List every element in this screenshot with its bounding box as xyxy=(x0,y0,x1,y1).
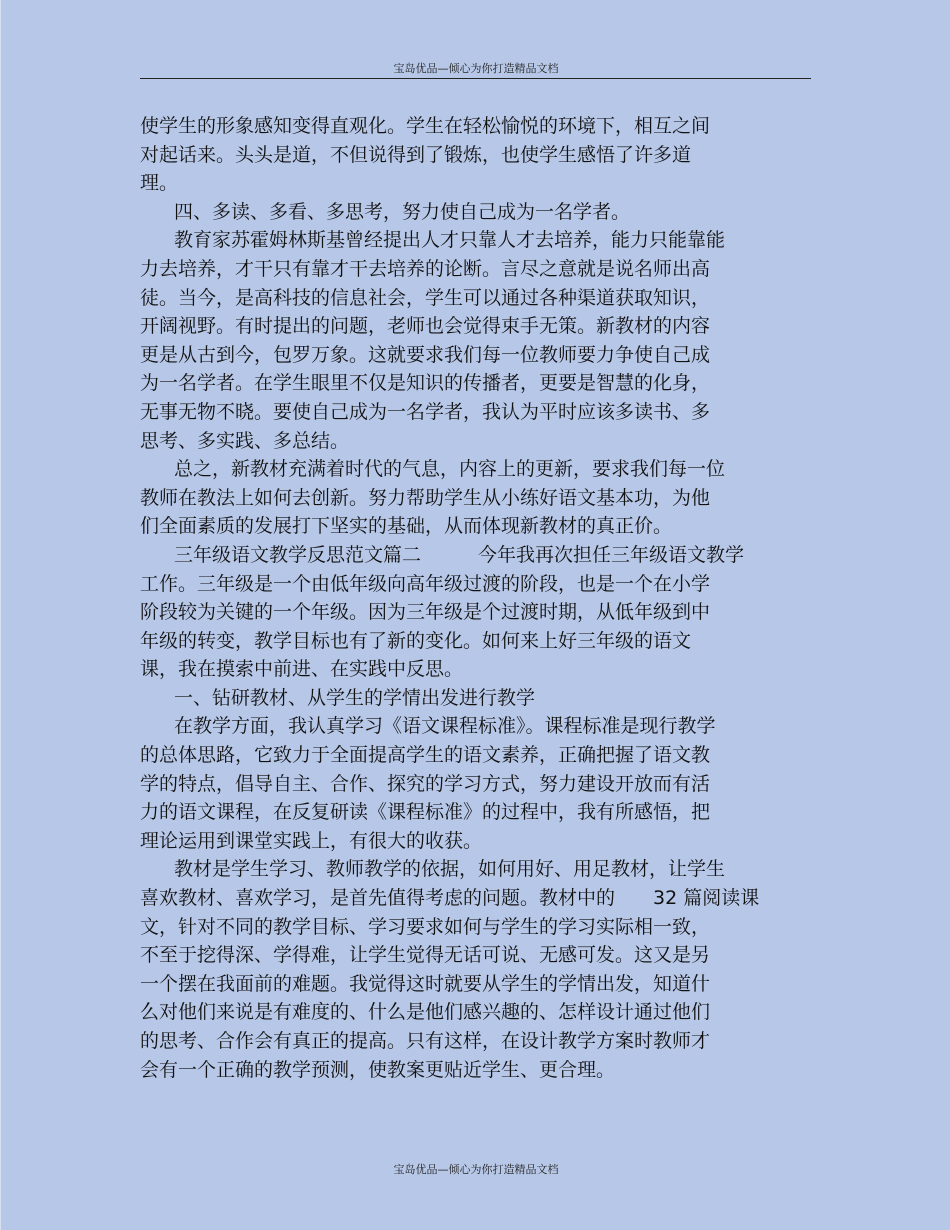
text-line: 四、多读、多看、多思考，努力使自己成为一名学者。 xyxy=(174,200,631,223)
text-line: 理。 xyxy=(140,172,179,195)
text-line: 喜欢教材、喜欢学习，是首先值得考虑的问题。教材中的 32 篇阅读课 xyxy=(140,887,760,910)
text-line: 徒。当今，是高科技的信息社会，学生可以通过各种渠道获取知识， xyxy=(140,286,711,309)
text-line: 力去培养，才干只有靠才干去培养的论断。言尽之意就是说名师出高 xyxy=(140,257,711,280)
text-line: 阶段较为关键的一个年级。因为三年级是个过渡时期，从低年级到中 xyxy=(140,601,711,624)
page-footer: 宝岛优品—倾心为你打造精品文档 xyxy=(393,1163,559,1176)
text-line: 教育家苏霍姆林斯基曾经提出人才只靠人才去培养，能力只能靠能 xyxy=(174,229,726,252)
text-line: 思考、多实践、多总结。 xyxy=(140,429,350,452)
text-line: 使学生的形象感知变得直观化。学生在轻松愉悦的环境下，相互之间 xyxy=(140,115,711,137)
text-line: 力的语文课程，在反复研读《课程标准》的过程中，我有所感悟，把 xyxy=(140,801,711,824)
text-line: 对起话来。头头是道，不但说得到了锻炼，也使学生感悟了许多道 xyxy=(140,143,692,166)
document-body xyxy=(140,112,820,1084)
page-header: 宝岛优品—倾心为你打造精品文档 xyxy=(393,62,559,75)
text-line: 学的特点，倡导自主、合作、探究的学习方式，努力建设开放而有活 xyxy=(140,772,711,795)
text-line: 不至于挖得深、学得难，让学生觉得无话可说、无感可发。这又是另 xyxy=(140,944,711,967)
text-line: 们全面素质的发展打下坚实的基础，从而体现新教材的真正价。 xyxy=(140,515,673,538)
text-line: 文，针对不同的教学目标、学习要求如何与学生的学习实际相一致， xyxy=(140,915,711,938)
text-line: 教师在教法上如何去创新。努力帮助学生从小练好语文基本功，为他 xyxy=(140,486,711,509)
text-line: 开阔视野。有时提出的问题，老师也会觉得束手无策。新教材的内容 xyxy=(140,315,711,338)
text-line: 无事无物不晓。要使自己成为一名学者，我认为平时应该多读书、多 xyxy=(140,400,711,423)
text-line: 会有一个正确的教学预测，使教案更贴近学生、更合理。 xyxy=(140,1058,616,1081)
text-line: 一个摆在我面前的难题。我觉得这时就要从学生的学情出发，知道什 xyxy=(140,972,711,995)
text-line: 为一名学者。在学生眼里不仅是知识的传播者，更要是智慧的化身， xyxy=(140,372,711,395)
text-line: 总之，新教材充满着时代的气息，内容上的更新，要求我们每一位 xyxy=(174,458,726,481)
text-line: 工作。三年级是一个由低年级向高年级过渡的阶段，也是一个在小学 xyxy=(140,572,711,595)
text-line: 理论运用到课堂实践上，有很大的收获。 xyxy=(140,829,483,852)
text-line: 的思考、合作会有真正的提高。只有这样，在设计教学方案时教师才 xyxy=(140,1030,711,1052)
text-line: 三年级语文教学反思范文篇二 今年我再次担任三年级语文教学 xyxy=(174,543,745,566)
text-line: 年级的转变，教学目标也有了新的变化。如何来上好三年级的语文 xyxy=(140,629,692,652)
text-line: 么对他们来说是有难度的、什么是他们感兴趣的、怎样设计通过他们 xyxy=(140,1001,711,1024)
text-line: 在教学方面，我认真学习《语文课程标准》。课程标准是现行教学 xyxy=(174,715,716,738)
text-line: 的总体思路，它致力于全面提高学生的语文素养，正确把握了语文教 xyxy=(140,744,711,767)
text-line: 课，我在摸索中前进、在实践中反思。 xyxy=(140,658,464,681)
text-line: 教材是学生学习、教师教学的依据，如何用好、用足教材，让学生 xyxy=(174,858,726,881)
text-line: 一、钻研教材、从学生的学情出发进行教学 xyxy=(174,686,536,709)
header-divider xyxy=(140,78,811,79)
text-line: 更是从古到今，包罗万象。这就要求我们每一位教师要力争使自己成 xyxy=(140,343,711,366)
